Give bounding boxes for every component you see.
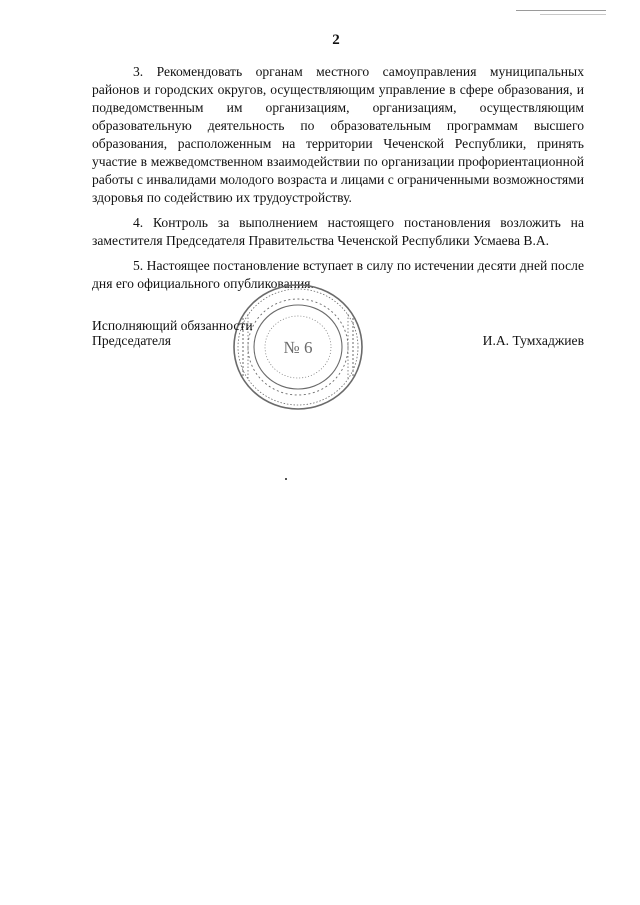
paragraph-5: 5. Настоящее постановление вступает в силу по истечении десяти дней после дня его официального опубликования.	[92, 258, 584, 291]
scan-edge-line	[540, 14, 606, 15]
signatory-title-line-1: Исполняющий обязанности	[92, 318, 253, 333]
signatory-name: И.А. Тумхаджиев	[482, 333, 584, 348]
paragraph-4: 4. Контроль за выполнением настоящего постановления возложить на заместителя Председателя Правительства Чеченской Республики Усмаева В.А.	[92, 215, 584, 248]
page-number: 2	[332, 32, 340, 48]
signature-block	[92, 317, 584, 357]
document-body	[92, 63, 584, 300]
scan-speck	[285, 478, 287, 480]
paragraph-3: 3. Рекомендовать органам местного самоуправления муниципальных районов и городских округов, осуществляющим управление в сфере образования, и подведомственным им организациям, организациям, осуществляющим образовательную деятельность по образовательным программам высшего образования, расположенным на территории Чеченской Республики, принять участие в межведомственном взаимодействии по организации профориентационной работы с инвалидами молодого возраста и лицами с ограниченными возможностями здоровья по содействию их трудоустройству.	[92, 64, 584, 205]
signatory-title-line-2: Председателя	[92, 333, 172, 348]
seal-number: № 6	[283, 338, 313, 357]
scan-edge-line	[516, 10, 606, 11]
